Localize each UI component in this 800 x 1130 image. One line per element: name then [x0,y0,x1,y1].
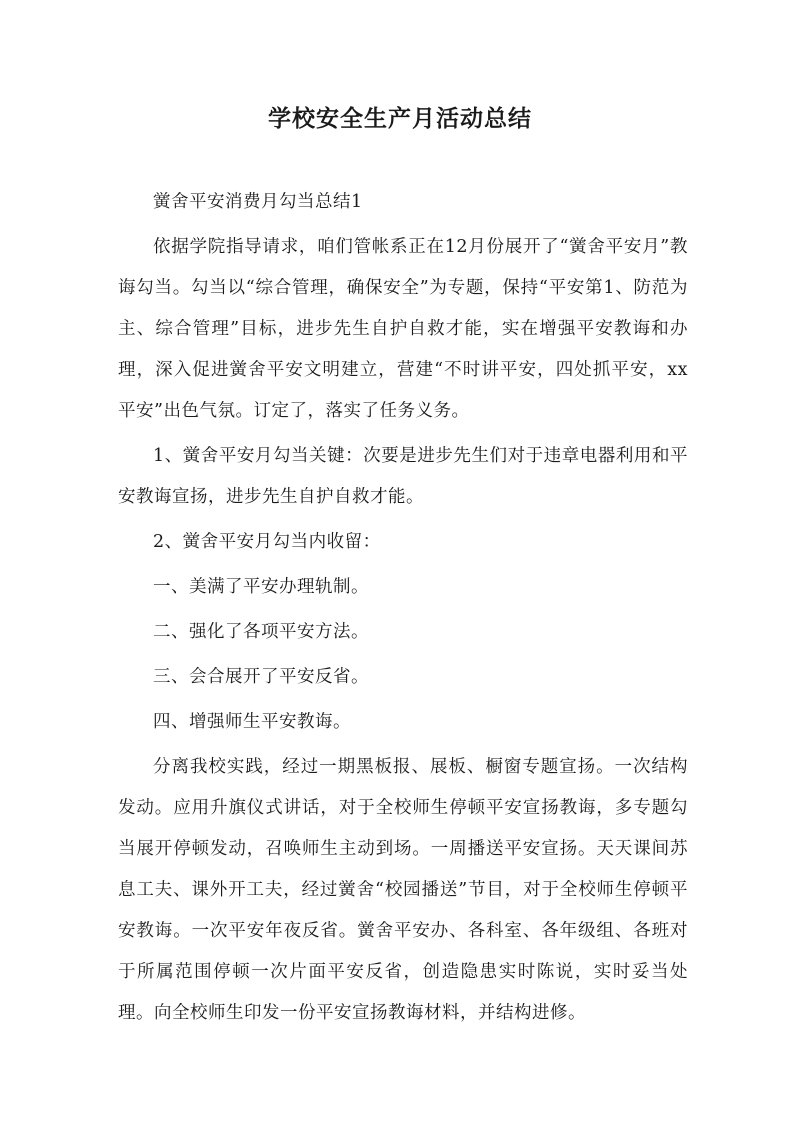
list-item-3: 三、会合展开了平安反省。 [153,667,369,687]
paragraph-content-heading: 2、黉舍平安月勾当内收留： [153,532,381,552]
paragraph-key-point: 1、黉舍平安月勾当关键：次要是进步先生们对于违章电器利用和平安教诲宣扬，进步先生自护自救才能。 [118,446,688,507]
paragraph-intro: 依据学院指导请求，咱们管帐系正在12月份展开了“黉舍平安月”教诲勾当。勾当以“综合管理，确保安全”为专题，保持“平安第1、防范为主、综合管理”目标，进步先生自护自救才能，实在增强平安教诲和办理，深入促进黉舍平安文明建立，营建“不时讲平安，四处抓平安，xx平安”出色气氛。订定了，落实了任务义务。 [118,237,688,421]
paragraph-details: 分离我校实践，经过一期黑板报、展板、橱窗专题宣扬。一次结构发动。应用升旗仪式讲话，对于全校师生停顿平安宣扬教诲，多专题勾当展开停顿发动，召唤师生主动到场。一周播送平安宣扬。天天课间苏息工夫、课外开工夫，经过黉舍“校园播送”节目，对于全校师生停顿平安教诲。一次平安年夜反省。黉舍平安办、各科室、各年级组、各班对于所属范围停顿一次片面平安反省，创造隐患实时陈说，实时妥当处理。向全校师生印发一份平安宣扬教诲材料，并结构进修。 [118,757,688,1023]
list-item-1: 一、美满了平安办理轨制。 [153,577,369,597]
section-heading: 黉舍平安消费月勾当总结1 [153,192,363,212]
list-item-2: 二、强化了各项平安方法。 [153,622,369,642]
document-title: 学校安全生产月活动总结 [268,105,532,132]
document-body [118,182,688,1034]
list-item-4: 四、增强师生平安教诲。 [153,712,351,732]
